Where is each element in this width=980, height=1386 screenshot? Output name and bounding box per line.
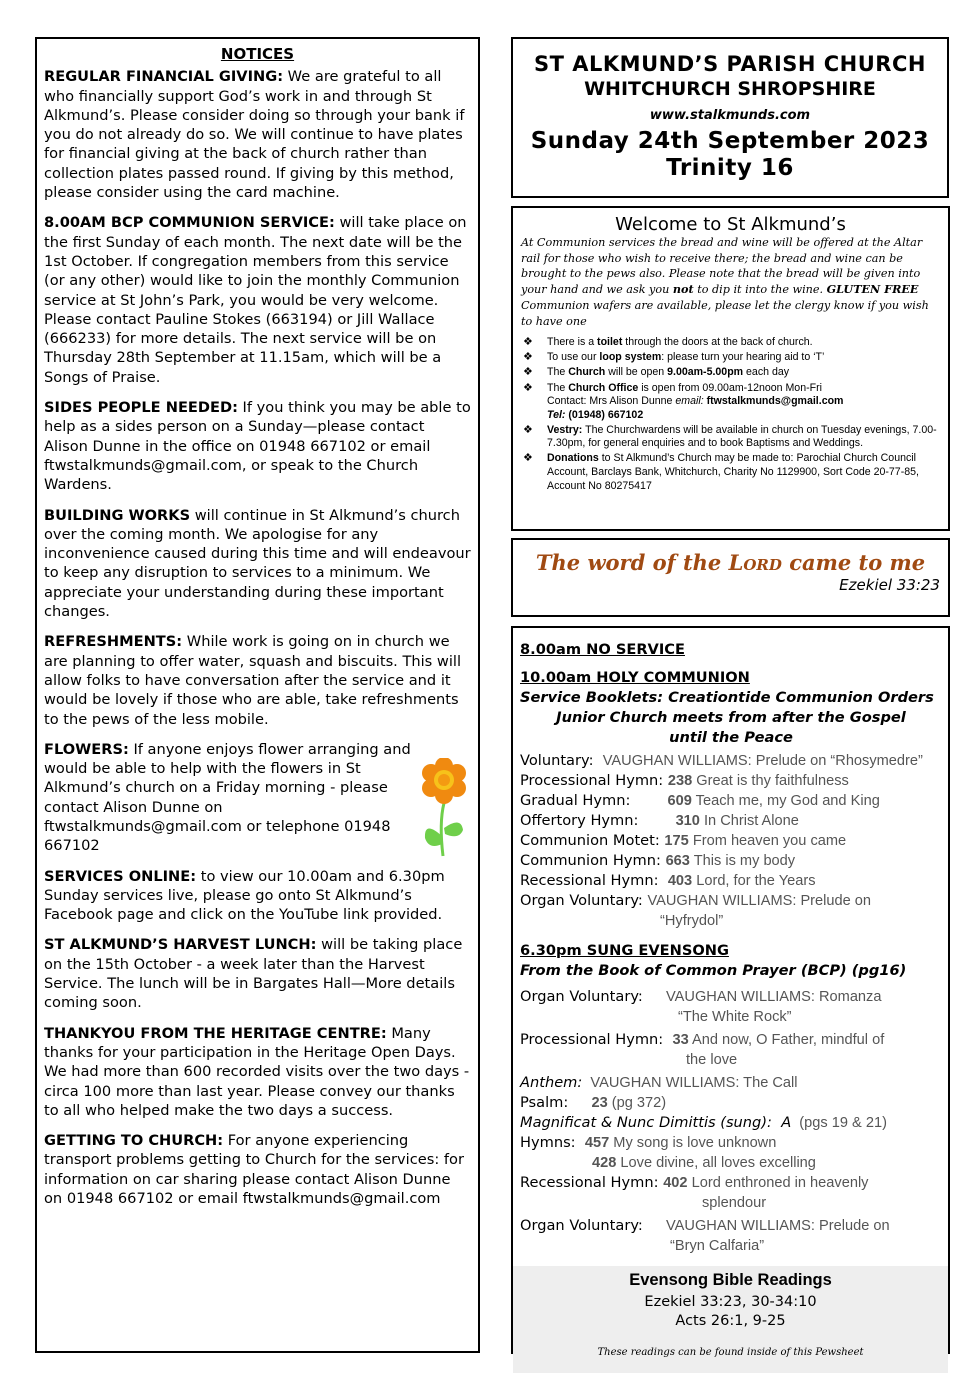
ev-psalm-row: Psalm: 23 (pg 372) <box>520 1094 667 1111</box>
junior-church-note-2: until the Peace <box>669 729 793 746</box>
ev-proc-row-2: the love <box>686 1052 738 1068</box>
hc-row: Processional Hymn: 238 Great is thy faithfulness <box>520 772 849 789</box>
bullet-icon: ❖ <box>523 423 533 436</box>
bullet-icon: ❖ <box>523 336 533 349</box>
hc-row: Offertory Hymn: 310 In Christ Alone <box>520 812 799 829</box>
liturgical-day: Trinity 16 <box>666 155 794 181</box>
readings-title: Evensong Bible Readings <box>629 1271 832 1289</box>
notice-harvest: ST ALKMUND’S HARVEST LUNCH: will be taking place on the 15th October - a week later than the Harvest Service. The lunch will be in Bargates Hall—More details coming soon. <box>44 936 463 1012</box>
service-10am: 10.00am HOLY COMMUNION <box>520 669 750 686</box>
reading-2: Acts 26:1, 9-25 <box>675 1313 786 1329</box>
hc-row: Gradual Hymn: 609 Teach me, my God and King <box>520 792 880 809</box>
service-630pm-book: From the Book of Common Prayer (BCP) (pg16) <box>520 962 907 979</box>
hc-organ-row: Organ Voluntary: VAUGHAN WILLIAMS: Prelude on <box>520 892 872 909</box>
church-place: WHITCHURCH SHROPSHIRE <box>584 78 876 100</box>
notice-bcp: 8.00AM BCP COMMUNION SERVICE: will take place on the first Sunday of each month. The next date will be the 1st October. If congregation members from this service (or any other) would like to join the monthly Communion service at St John’s Park, you would be very welcome. Please contact Pauline Stokes (663194) or Jill Wallace (666233) for more details. The next service will be on Thursday 28th September at 11.15am, which will be a Songs of Praise. <box>44 214 467 386</box>
church-name: ST ALKMUND’S PARISH CHURCH <box>534 52 926 76</box>
website-link[interactable]: www.stalkmunds.com <box>649 108 811 123</box>
quote-reference: Ezekiel 33:23 <box>839 576 940 594</box>
welcome-title: Welcome to St Alkmund’s <box>615 214 846 235</box>
quote-text: The word of the Lord came to me <box>535 550 926 575</box>
list-item: ❖ Vestry: The Churchwardens will be available in church on Tuesday evenings, 7.00-7.30pm, for general enquiries and to book Baptisms and Weddings. <box>523 423 937 450</box>
list-item: ❖ Donations to St Alkmund’s Church may be made to: Parochial Church Council Account, Barclays Bank, Whitchurch, Charity No 1129900, Sort Code 20-77-85, Account No 80275417 <box>523 452 919 492</box>
ev-hymns-row-2: 428 Love divine, all loves excelling <box>592 1155 816 1171</box>
bullet-icon: ❖ <box>523 381 533 394</box>
notice-building: BUILDING WORKS will continue in St Alkmund’s church over the coming month. We apologise for any inconvenience caused during this time and will endeavour to keep any disruption to services to a minimum. We appreciate your understanding during these important changes. <box>44 506 471 621</box>
hc-row: Recessional Hymn: 403 Lord, for the Years <box>520 872 816 889</box>
notices-title: NOTICES <box>220 45 295 63</box>
ev-hymns-row: Hymns: 457 My song is love unknown <box>520 1134 777 1151</box>
service-date: Sunday 24th September 2023 <box>530 128 930 154</box>
ev-mag-row: Magnificat & Nunc Dimittis (sung): A (pgs 19 & 21) <box>520 1114 887 1131</box>
welcome-intro: At Communion services the bread and wine will be offered at the Altar rail for those who wish to receive there; the bread and wine can be brought to the pews also. Please note that the bread will be given into your hand and we ask you not to dip it into the wine. GLUTEN FREE Communion wafers are available, please let the clergy know if you wish to have one <box>521 236 929 328</box>
notice-sides: SIDES PEOPLE NEEDED: If you think you may be able to help as a sides person on a Sunday—please contact Alison Dunne in the office on 01948 667102 or email ftwstalkmunds@gmail.com, or speak to the Church Wardens. <box>44 399 471 494</box>
ev-rec-row-2: splendour <box>702 1195 767 1211</box>
ev-rec-row: Recessional Hymn: 402 Lord enthroned in heavenly <box>520 1174 869 1191</box>
notice-refreshments: REFRESHMENTS: While work is going on in church we are planning to offer water, squash and biscuits. This will allow folks to have conversation after the service and it would be lovely if those who are able, take refreshments to the pews of the less mobile. <box>44 633 462 728</box>
ev-organ-row: Organ Voluntary: VAUGHAN WILLIAMS: Romanza <box>520 988 882 1005</box>
bullet-icon: ❖ <box>523 366 533 379</box>
hc-row: Communion Hymn: 663 This is my body <box>520 852 796 869</box>
ev-organ2-row: Organ Voluntary: VAUGHAN WILLIAMS: Prelude on <box>520 1217 890 1234</box>
notice-online: SERVICES ONLINE: to view our 10.00am and 6.30pm Sunday services live, please go onto St Alkmund’s Facebook page and click on the YouTube link provided. <box>44 867 445 924</box>
welcome-panel <box>511 206 950 531</box>
flower-icon <box>419 758 469 858</box>
hc-row: Voluntary: VAUGHAN WILLIAMS: Prelude on “Rhosymedre” <box>520 752 923 769</box>
readings-note: These readings can be found inside of this Pewsheet <box>597 1347 864 1358</box>
notice-flowers: FLOWERS: If anyone enjoys flower arranging and would be able to help with the flowers in St Alkmund’s church on a Friday morning - please contact Alison Dunne on ftwstalkmunds@gmail.com or telephone 01948 667102 <box>44 740 471 856</box>
service-630pm: 6.30pm SUNG EVENSONG <box>520 942 729 959</box>
service-8am: 8.00am NO SERVICE <box>520 641 685 658</box>
bullet-icon: ❖ <box>523 452 533 465</box>
ev-organ-row-2: “The White Rock” <box>678 1009 792 1025</box>
service-10am-booklets: Service Booklets: Creationtide Communion Orders <box>520 689 934 706</box>
bullet-icon: ❖ <box>523 351 533 364</box>
list-item: ❖ The Church Office is open from 09.00am-12noon Mon-Fri Contact: Mrs Alison Dunne email: ftwstalkmunds@gmail.com Tel: (01948) 667102 <box>523 381 844 421</box>
list-item: ❖ To use our loop system: please turn your hearing aid to ‘T’ <box>523 351 825 364</box>
list-item: ❖ The Church will be open 9.00am-5.00pm each day <box>523 366 790 379</box>
notice-getting: GETTING TO CHURCH: For anyone experiencing transport problems getting to Church for the services: for information on car sharing please contact Alison Dunne on 01948 667102 or email ftwstalkmunds@gmail.com <box>44 1132 464 1208</box>
church-header <box>511 37 949 198</box>
scripture-quote <box>511 538 950 617</box>
notice-financial: REGULAR FINANCIAL GIVING: We are grateful to all who financially support God’s work in and through St Alkmund’s. Please consider doing so through your bank if you do not already do so. We will continue to have plates for financial giving at the back of church rather than collection plates passed round. If giving by this method, please consider using the card machine. <box>44 68 465 202</box>
bible-readings <box>513 1266 948 1373</box>
hc-row: Communion Motet: 175 From heaven you came <box>520 832 847 849</box>
list-item: ❖ There is a toilet through the doors at the back of church. <box>523 336 813 349</box>
ev-proc-row: Processional Hymn: 33 And now, O Father, mindful of <box>520 1031 885 1048</box>
notice-heritage: THANKYOU FROM THE HERITAGE CENTRE: Many thanks for your participation in the Heritage Open Days. We had more than 600 recorded visits over the two days - circa 100 more than last year. Please convey our thanks to all who helped make the two days a success. <box>44 1024 470 1119</box>
notices-panel <box>35 37 480 1353</box>
welcome-list <box>521 336 940 493</box>
junior-church-note: Junior Church meets from after the Gospel <box>556 709 906 726</box>
reading-1: Ezekiel 33:23, 30-34:10 <box>644 1294 817 1310</box>
hc-organ-row-2: “Hyfrydol” <box>660 913 724 929</box>
ev-organ2-row-2: “Bryn Calfaria” <box>670 1238 765 1254</box>
ev-anthem-row: Anthem: VAUGHAN WILLIAMS: The Call <box>520 1074 798 1091</box>
services-panel <box>511 626 950 1358</box>
